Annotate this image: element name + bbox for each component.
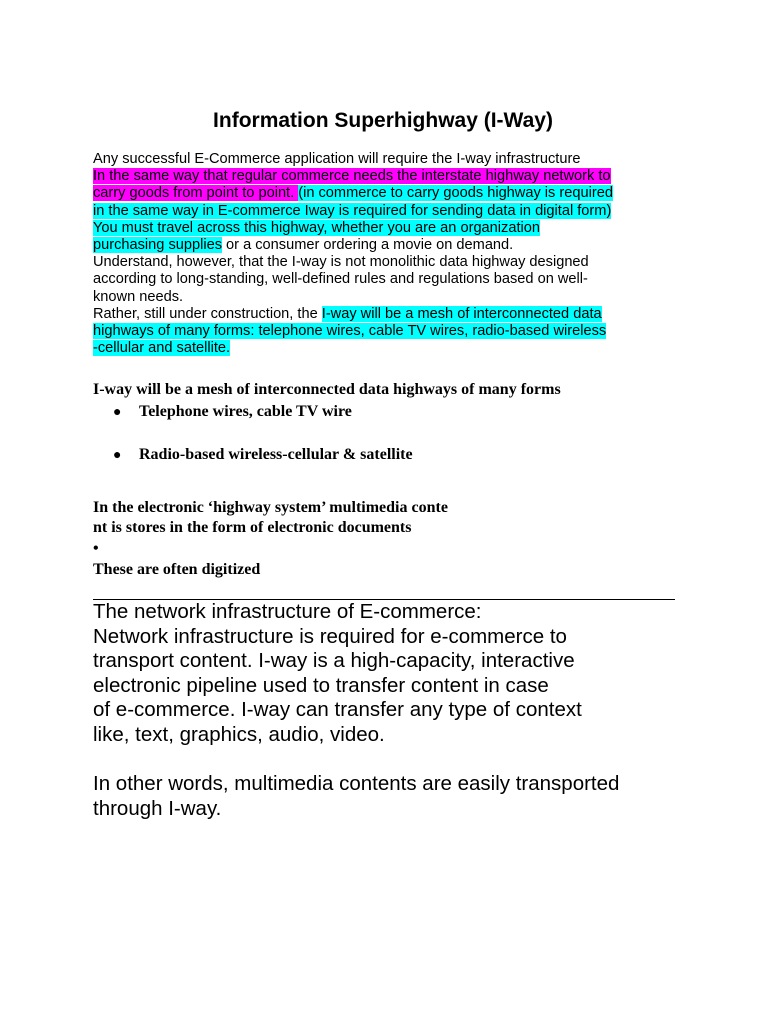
network-line: Network infrastructure is required for e-commerce to xyxy=(93,624,567,648)
highlight-cyan: (in commerce to carry goods highway is required xyxy=(298,185,613,202)
intro-line xyxy=(93,168,678,185)
bullet-text: Radio-based wireless-cellular & satellite xyxy=(139,446,413,463)
intro-line xyxy=(93,340,678,357)
intro-line xyxy=(93,271,678,288)
intro-line xyxy=(93,185,678,202)
summary-line: In other words, multimedia contents are easily transported xyxy=(93,772,620,795)
highlight-magenta: carry goods from point to point. xyxy=(93,185,299,202)
highlight-cyan: -cellular and satellite. xyxy=(93,340,231,357)
intro-text: known needs. xyxy=(93,288,184,305)
highlight-cyan: purchasing supplies xyxy=(93,237,222,254)
intro-line xyxy=(93,151,678,168)
summary-paragraph xyxy=(93,772,683,821)
network-line: transport content. I-way is a high-capacity, interactive xyxy=(93,649,575,672)
network-heading: The network infrastructure of E-commerce: xyxy=(93,600,482,623)
bullet-dot-icon: • xyxy=(93,540,99,557)
bullet-item xyxy=(113,445,413,466)
intro-text: or a consumer ordering a movie on demand. xyxy=(222,237,514,254)
bullet-icon: ● xyxy=(113,448,122,463)
summary-line: through I-way. xyxy=(93,796,222,820)
highlight-cyan: in the same way in E-commerce Iway is required for sending data in digital form) xyxy=(93,202,612,219)
electronic-line-1: In the electronic ‘highway system’ multimedia conte xyxy=(93,499,448,516)
bullet-item xyxy=(113,402,352,423)
bullet-text: Telephone wires, cable TV wire xyxy=(139,403,352,420)
electronic-line-2: nt is stores in the form of electronic documents xyxy=(93,519,412,536)
document-page xyxy=(93,0,683,1024)
network-line: of e-commerce. I-way can transfer any type of context xyxy=(93,698,582,721)
intro-line xyxy=(93,306,678,323)
intro-line xyxy=(93,220,678,237)
intro-paragraph xyxy=(93,151,678,357)
highlight-magenta: In the same way that regular commerce needs the interstate highway network to xyxy=(93,168,611,185)
intro-text: Any successful E-Commerce application will require the I-way infrastructure xyxy=(93,151,581,167)
electronic-line-3: These are often digitized xyxy=(93,561,261,578)
intro-line xyxy=(93,203,678,220)
network-paragraph xyxy=(93,600,683,747)
network-line: like, text, graphics, audio, video. xyxy=(93,722,385,746)
intro-line xyxy=(93,323,678,340)
highlight-cyan: highways of many forms: telephone wires, cable TV wires, radio-based wireless xyxy=(93,323,607,340)
intro-text: Understand, however, that the I-way is not monolithic data highway designed xyxy=(93,254,589,271)
intro-text: according to long-standing, well-defined rules and regulations based on well- xyxy=(93,271,588,288)
intro-line xyxy=(93,289,678,306)
bullet-icon: ● xyxy=(113,405,122,420)
intro-line xyxy=(93,254,678,271)
intro-line xyxy=(93,237,678,254)
highlight-cyan: I-way will be a mesh of interconnected data xyxy=(321,305,602,322)
intro-text: Rather, still under construction, the xyxy=(93,305,322,322)
network-line: electronic pipeline used to transfer content in case xyxy=(93,673,549,697)
highlight-cyan: You must travel across this highway, whether you are an organization xyxy=(93,219,540,236)
mesh-heading: I-way will be a mesh of interconnected data highways of many forms xyxy=(93,381,561,398)
page-title: Information Superhighway (I-Way) xyxy=(213,109,553,132)
